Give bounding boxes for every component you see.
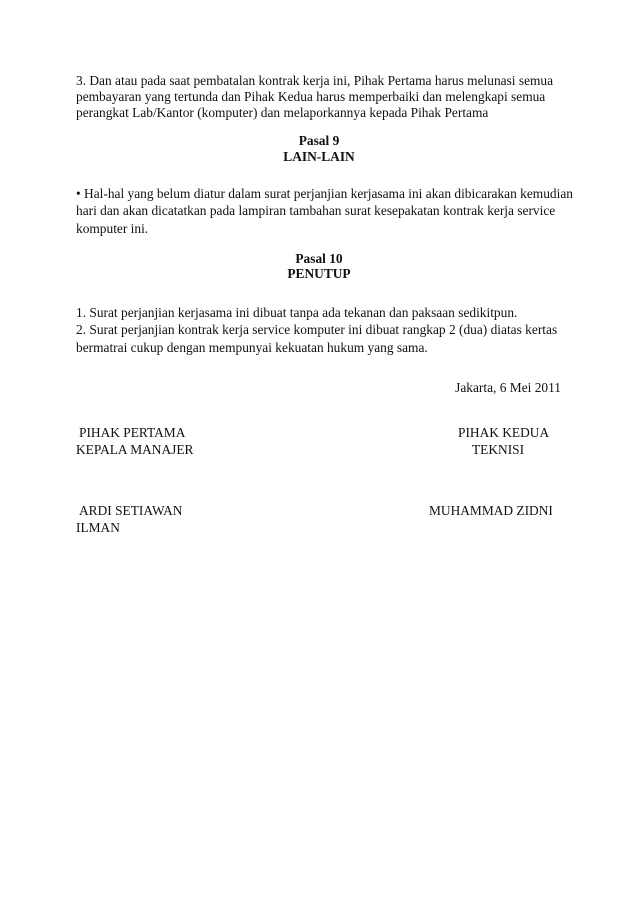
clause-8-3-line-3: perangkat Lab/Kantor (komputer) dan melaporkannya kepada Pihak Pertama: [76, 105, 489, 120]
second-party-label: PIHAK KEDUA: [458, 425, 550, 440]
second-party-name-line-1: MUHAMMAD ZIDNI: [429, 503, 553, 518]
clause-8-3-line-2: pembayaran yang tertunda dan Pihak Kedua harus memperbaiki dan melengkapi semua: [76, 89, 546, 104]
pasal-9-number: Pasal 9: [298, 133, 340, 148]
pasal-9-text-line-2: hari dan akan dicatatkan pada lampiran tambahan surat kesepakatan kontrak kerja service: [76, 203, 556, 218]
pasal-9-title: LAIN-LAIN: [283, 149, 355, 164]
pasal-9-text-line-3: komputer ini.: [76, 221, 149, 236]
pasal-9-text-line-1: • Hal-hal yang belum diatur dalam surat perjanjian kerjasama ini akan dibicarakan kemudian: [76, 186, 573, 201]
first-party-role: KEPALA MANAJER: [76, 442, 194, 457]
second-party-role: TEKNISI: [472, 442, 525, 457]
pasal-10-number: Pasal 10: [295, 251, 343, 266]
first-party-label: PIHAK PERTAMA: [79, 425, 186, 440]
pasal-10-title: PENUTUP: [287, 266, 351, 281]
pasal-10-text-line-3: bermatrai cukup dengan mempunyai kekuatan hukum yang sama.: [76, 340, 428, 355]
second-party-name-line-2: ILMAN: [76, 520, 120, 535]
first-party-name: ARDI SETIAWAN: [79, 503, 183, 518]
pasal-10-text-line-1: 1. Surat perjanjian kerjasama ini dibuat tanpa ada tekanan dan paksaan sedikitpun.: [76, 305, 518, 320]
clause-8-3-line-1: 3. Dan atau pada saat pembatalan kontrak kerja ini, Pihak Pertama harus melunasi semua: [76, 73, 554, 88]
pasal-10-text-line-2: 2. Surat perjanjian kontrak kerja service komputer ini dibuat rangkap 2 (dua) diatas kertas: [76, 322, 558, 337]
place-date: Jakarta, 6 Mei 2011: [455, 380, 561, 395]
